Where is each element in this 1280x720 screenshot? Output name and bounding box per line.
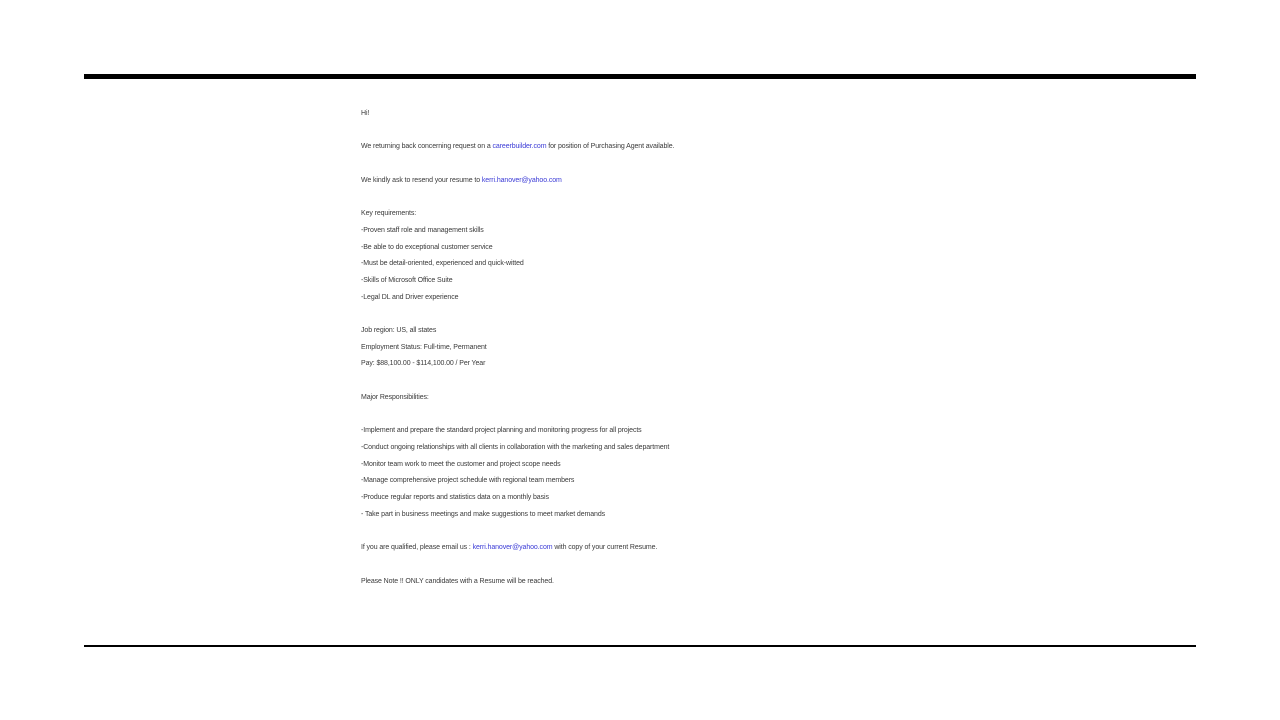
- requirement-item: -Proven staff role and management skills: [361, 226, 484, 234]
- careerbuilder-link[interactable]: careerbuilder.com: [492, 143, 547, 151]
- requirement-item: -Skills of Microsoft Office Suite: [361, 276, 453, 284]
- job-region: Job region: US, all states: [361, 327, 437, 335]
- pay-range: Pay: $88,100.00 - $114,100.00 / Per Year: [361, 360, 486, 368]
- intro-paragraph: [361, 139, 881, 156]
- greeting: Hi!: [361, 110, 370, 117]
- responsibility-item: -Monitor team work to meet the customer and project scope needs: [361, 460, 561, 468]
- responsibility-item: -Produce regular reports and statistics data on a monthly basis: [361, 494, 549, 502]
- resend-text: We kindly ask to resend your resume to: [361, 176, 482, 184]
- intro-text-end: for position of Purchasing Agent available.: [546, 143, 675, 151]
- spacer: [361, 557, 881, 574]
- email-body: [361, 106, 881, 590]
- top-divider: [84, 74, 1196, 79]
- spacer: [361, 407, 881, 424]
- requirement-item: -Be able to do exceptional customer service: [361, 243, 493, 251]
- spacer: [361, 189, 881, 206]
- email-link[interactable]: kerri.hanover@yahoo.com: [472, 544, 553, 552]
- spacer: [361, 373, 881, 390]
- responsibility-item: -Manage comprehensive project schedule with regional team members: [361, 477, 575, 485]
- email-link[interactable]: kerri.hanover@yahoo.com: [481, 176, 562, 184]
- closing-text-end: with copy of your current Resume.: [552, 544, 658, 552]
- responsibility-item: -Implement and prepare the standard project planning and monitoring progress for all projects: [361, 427, 642, 435]
- intro-text: We returning back concerning request on a: [361, 143, 493, 151]
- resend-paragraph: [361, 173, 881, 190]
- employment-status: Employment Status: Full-time, Permanent: [361, 343, 487, 351]
- closing-paragraph: [361, 540, 881, 557]
- responsibility-item: - Take part in business meetings and make suggestions to meet market demands: [361, 510, 606, 518]
- responsibilities-heading: Major Responsibilities:: [361, 393, 429, 401]
- spacer: [361, 123, 881, 140]
- responsibility-item: -Conduct ongoing relationships with all clients in collaboration with the marketing and sales department: [361, 443, 670, 451]
- closing-text: If you are qualified, please email us :: [361, 544, 473, 552]
- spacer: [361, 156, 881, 173]
- requirement-item: -Legal DL and Driver experience: [361, 293, 459, 301]
- note: Please Note !! ONLY candidates with a Resume will be reached.: [361, 577, 554, 585]
- spacer: [361, 306, 881, 323]
- requirement-item: -Must be detail-oriented, experienced and quick-witted: [361, 260, 524, 268]
- spacer: [361, 523, 881, 540]
- key-requirements-heading: Key requirements:: [361, 210, 417, 218]
- bottom-divider: [84, 645, 1196, 647]
